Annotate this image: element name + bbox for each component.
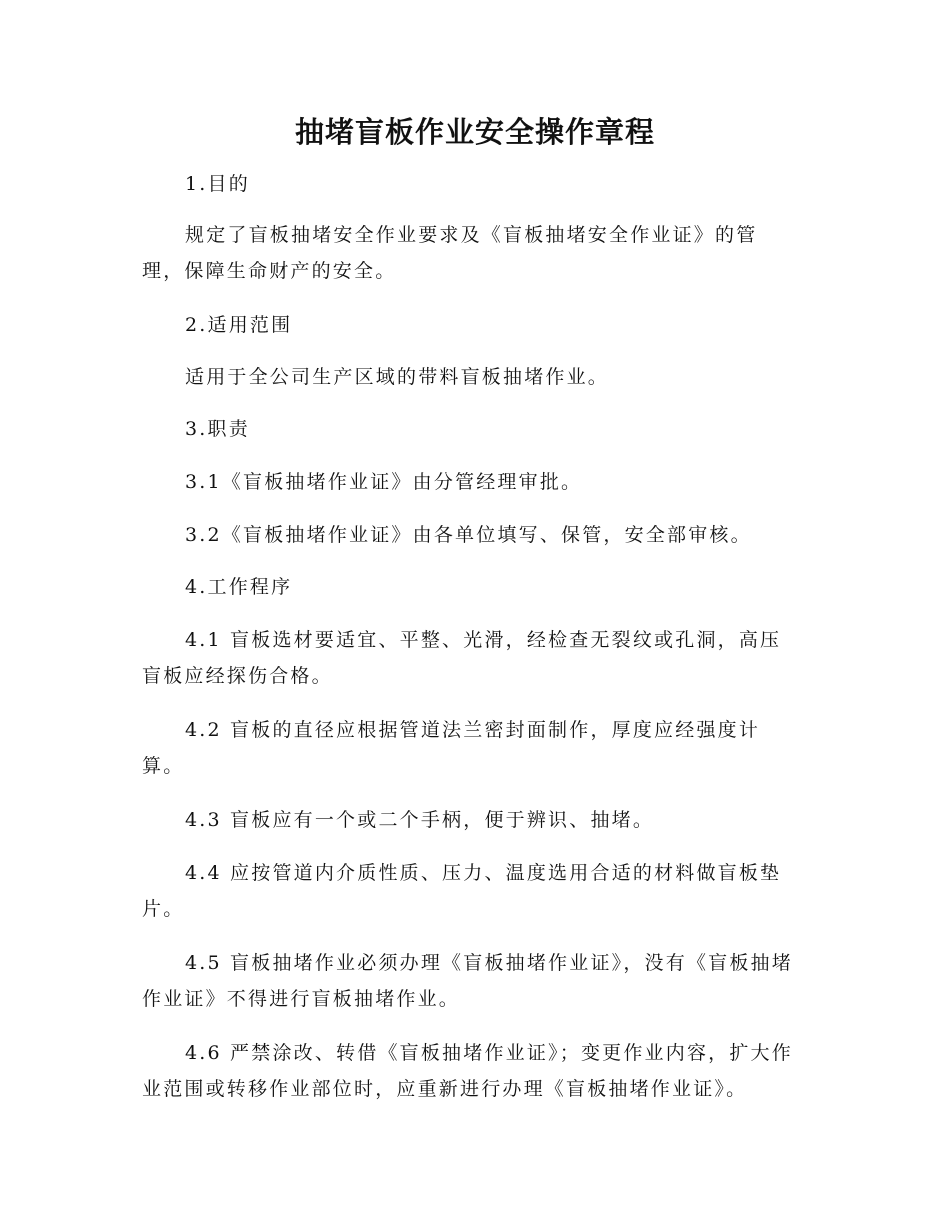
- section-heading-procedure: 4.工作程序: [185, 576, 293, 598]
- paragraph-procedure-4-6: 4.6 严禁涂改、转借《盲板抽堵作业证》；变更作业内容，扩大作业范围或转移作业部位时，应重新进行办理《盲板抽堵作业证》。: [142, 1042, 793, 1100]
- paragraph-scope: 适用于全公司生产区域的带料盲板抽堵作业。: [185, 366, 610, 388]
- section-heading-scope: 2.适用范围: [185, 314, 293, 336]
- paragraph-procedure-4-3: 4.3 盲板应有一个或二个手柄，便于辨识、抽堵。: [185, 809, 655, 831]
- section-heading-purpose: 1.目的: [185, 173, 250, 195]
- paragraph-procedure-4-5: 4.5 盲板抽堵作业必须办理《盲板抽堵作业证》，没有《盲板抽堵作业证》不得进行盲板抽堵作业。: [142, 952, 793, 1010]
- paragraph-duty-3-1: 3.1《盲板抽堵作业证》由分管经理审批。: [185, 471, 583, 493]
- section-heading-duties: 3.职责: [185, 418, 250, 440]
- document-title: 抽堵盲板作业安全操作章程: [294, 115, 655, 149]
- paragraph-procedure-4-2: 4.2 盲板的直径应根据管道法兰密封面制作，厚度应经强度计算。: [142, 719, 761, 777]
- paragraph-procedure-4-1: 4.1 盲板选材要适宜、平整、光滑，经检查无裂纹或孔洞，高压盲板应经探伤合格。: [142, 629, 782, 687]
- paragraph-purpose: 规定了盲板抽堵安全作业要求及《盲板抽堵安全作业证》的管理，保障生命财产的安全。: [142, 224, 758, 282]
- paragraph-duty-3-2: 3.2《盲板抽堵作业证》由各单位填写、保管，安全部审核。: [185, 524, 752, 546]
- paragraph-procedure-4-4: 4.4 应按管道内介质性质、压力、温度选用合适的材料做盲板垫片。: [142, 862, 782, 920]
